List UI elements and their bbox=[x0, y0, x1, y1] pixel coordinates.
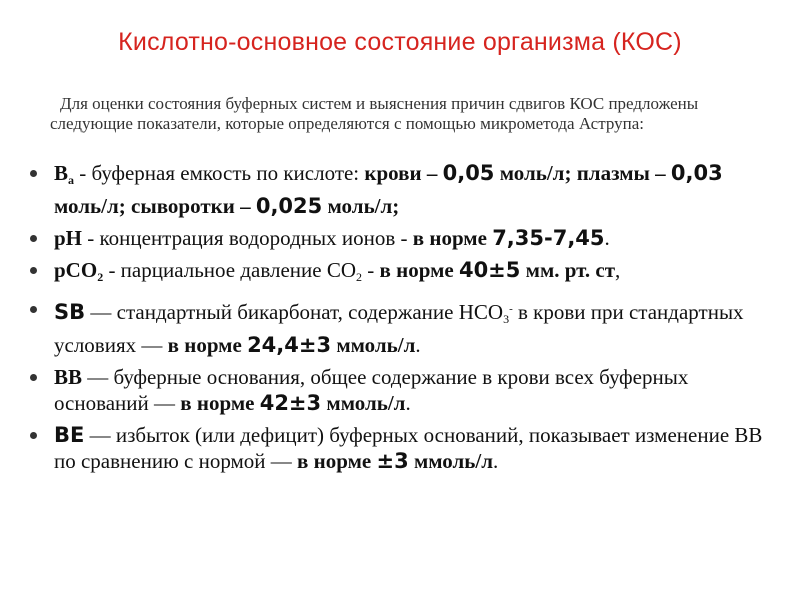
term: SB bbox=[54, 300, 86, 324]
tail: . bbox=[405, 391, 411, 415]
slide-title: Кислотно-основное состояние организма (КОС) bbox=[118, 28, 682, 56]
norm-unit: мм. рт. ст bbox=[520, 258, 616, 282]
list-item-be bbox=[30, 422, 775, 474]
bullet-icon bbox=[30, 306, 37, 313]
norm-label: в норме bbox=[167, 333, 248, 357]
plasma-value: 0,03 bbox=[670, 161, 723, 185]
list-item-bb bbox=[30, 364, 775, 416]
norm-unit: ммоль/л bbox=[331, 333, 416, 357]
tail: , bbox=[615, 258, 621, 282]
definition: - парциальное давление СО bbox=[103, 258, 357, 282]
bullet-icon bbox=[30, 267, 37, 274]
definition-superscript: - bbox=[509, 303, 513, 315]
list-item-pco2 bbox=[30, 257, 775, 290]
intro-paragraph: Для оценки состояния буферных систем и выяснения причин сдвигов КОС предложены следующие показатели, которые определяются с помощью микрометода Аструпа: bbox=[50, 94, 699, 133]
blood-unit: моль/л; bbox=[494, 161, 577, 185]
definition: — стандартный бикарбонат, содержание НСО bbox=[85, 300, 504, 324]
tail: . bbox=[493, 449, 499, 473]
list-item-ba bbox=[30, 160, 775, 219]
definition: — буферные основания, общее содержание в крови всех буферных оснований — bbox=[54, 365, 689, 415]
serum-unit: моль/л; bbox=[322, 194, 400, 218]
bullet-icon bbox=[30, 170, 37, 177]
norm-value: 42±3 bbox=[259, 391, 322, 415]
norm-value: ±3 bbox=[376, 449, 409, 473]
term: BB bbox=[54, 365, 83, 389]
indicator-list bbox=[30, 160, 775, 480]
serum-label: сыворотки – bbox=[131, 194, 256, 218]
norm-label: в норме bbox=[412, 226, 493, 250]
blood-value: 0,05 bbox=[442, 161, 495, 185]
norm-label: в норме bbox=[180, 391, 260, 415]
norm-value: 24,4±3 bbox=[247, 333, 332, 357]
norm-label: в норме bbox=[379, 258, 459, 282]
bullet-icon bbox=[30, 374, 37, 381]
term-subscript: а bbox=[68, 173, 75, 187]
term-subscript: 2 bbox=[97, 270, 104, 284]
definition-subscript: 3 bbox=[503, 312, 510, 326]
definition: - буферная емкость по кислоте: bbox=[74, 161, 365, 185]
serum-value: 0,025 bbox=[255, 194, 323, 218]
blood-label: крови – bbox=[364, 161, 443, 185]
tail: . bbox=[415, 333, 421, 357]
norm-value: 40±5 bbox=[458, 258, 521, 282]
term: BE bbox=[54, 423, 85, 447]
plasma-unit: моль/л; bbox=[54, 194, 131, 218]
norm-unit: ммоль/л bbox=[321, 391, 406, 415]
definition-tail: в крови при стандартных условиях — bbox=[54, 300, 744, 357]
norm-label: в норме bbox=[297, 449, 377, 473]
bullet-icon bbox=[30, 235, 37, 242]
definition: - концентрация водородных ионов - bbox=[82, 226, 413, 250]
tail: . bbox=[604, 226, 610, 250]
list-item-sb bbox=[30, 296, 775, 358]
list-item-ph bbox=[30, 225, 775, 251]
term: B bbox=[54, 161, 69, 185]
plasma-label: плазмы – bbox=[576, 161, 671, 185]
term: pCO bbox=[54, 258, 98, 282]
definition-tail: - bbox=[362, 258, 380, 282]
term: pH bbox=[54, 226, 83, 250]
norm-unit: ммоль/л bbox=[408, 449, 494, 473]
definition: — избыток (или дефицит) буферных оснований, показывает изменение ВВ по сравнению с нормой — bbox=[54, 423, 763, 473]
norm-value: 7,35-7,45 bbox=[492, 226, 605, 250]
bullet-icon bbox=[30, 432, 37, 439]
definition-subscript: 2 bbox=[356, 270, 363, 284]
